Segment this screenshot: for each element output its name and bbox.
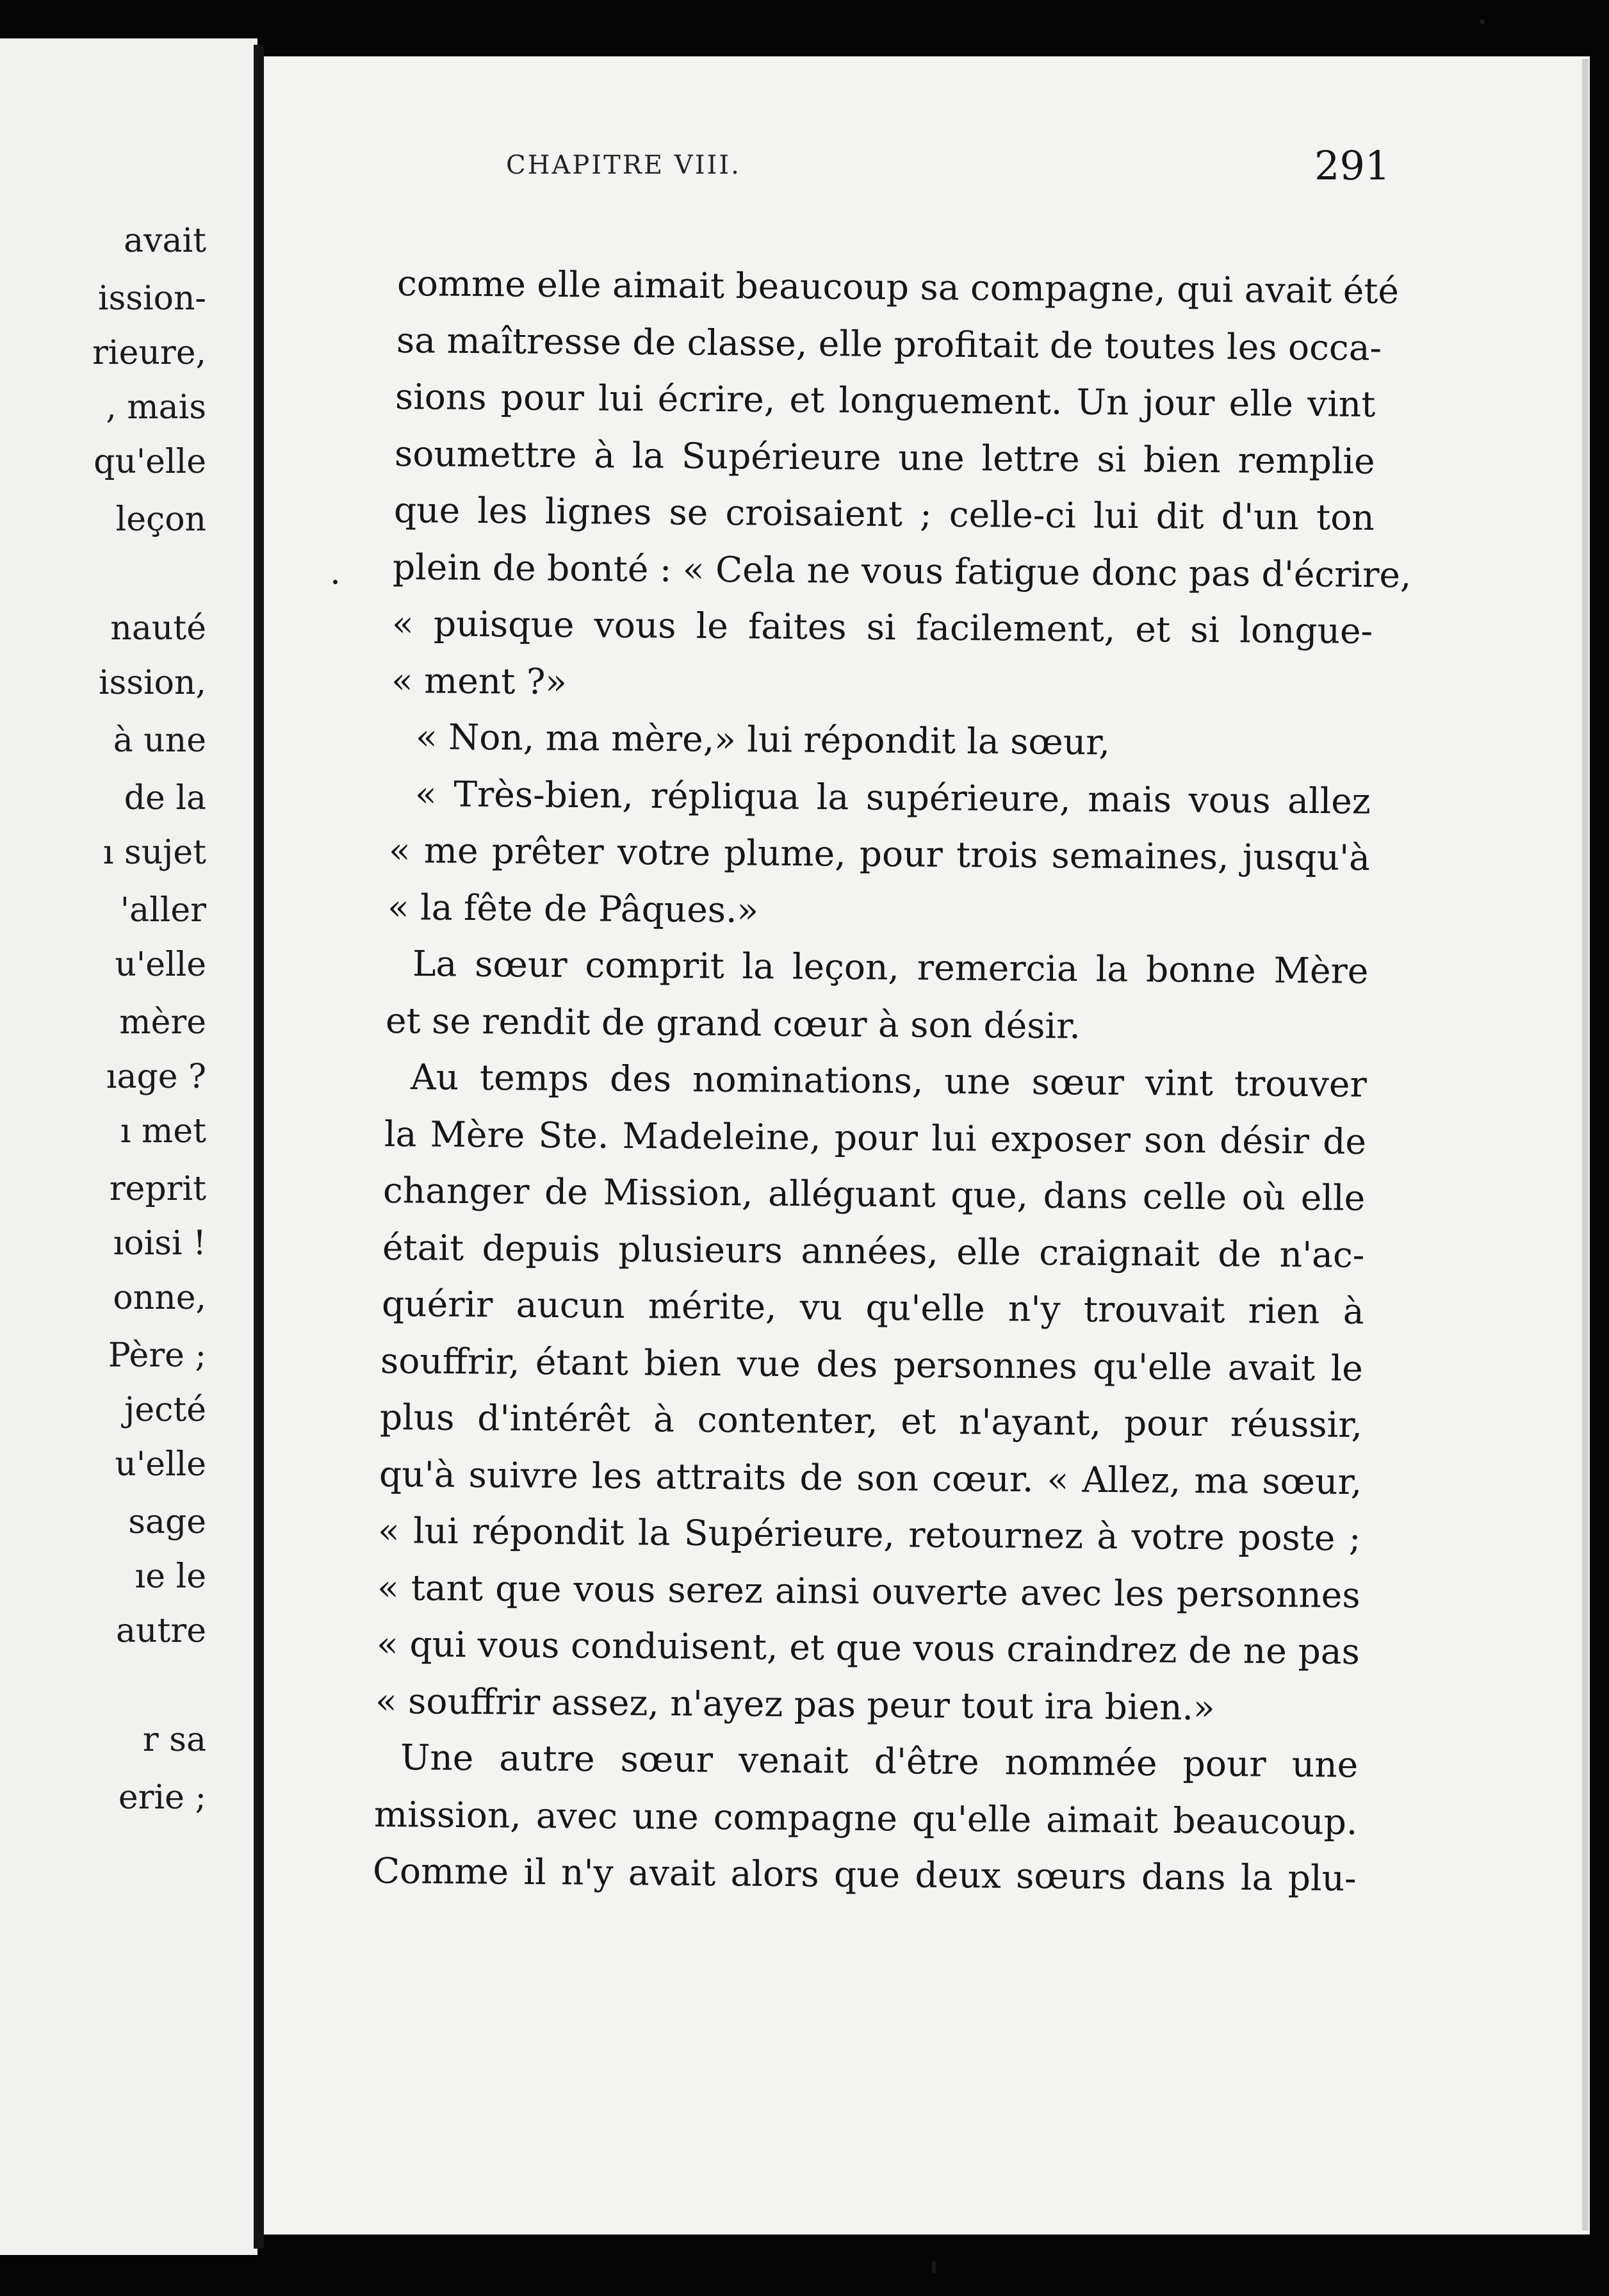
text-line: comme elle aimait beaucoup sa compagne, qui avait été — [396, 263, 1400, 312]
running-head: CHAPITRE VIII. — [506, 151, 741, 180]
text-line: qu'à suivre les attraits de son cœur. « Allez, ma sœur, — [379, 1453, 1362, 1502]
dust-speck — [932, 2261, 936, 2273]
left-page-line: ı sujet — [102, 833, 206, 872]
dust-speck — [1480, 19, 1485, 24]
left-page-line: erie ; — [118, 1778, 206, 1817]
text-line: que les lignes se croisaient ; celle-ci lui dit d'un ton — [393, 489, 1375, 539]
text-line: Au temps des nominations, une sœur vint trouver — [410, 1056, 1368, 1105]
left-page-line: leçon — [115, 500, 206, 539]
text-line: plus d'intérêt à contenter, et n'ayant, pour réussir, — [379, 1397, 1363, 1446]
text-line: « puisque vous le faites si facilement, et si longue- — [391, 603, 1373, 652]
left-page-line: ıe le — [135, 1557, 206, 1596]
text-line: changer de Mission, alléguant que, dans celle où elle — [383, 1170, 1366, 1219]
page-number: 291 — [1314, 142, 1391, 189]
text-line: soumettre à la Supérieure une lettre si bien remplie — [394, 432, 1375, 482]
text-line: « me prêter votre plume, pour trois semaines, jusqu'à — [388, 830, 1370, 879]
left-page-line: , mais — [106, 388, 206, 427]
text-line: plein de bonté : « Cela ne vous fatigue donc pas d'écrire, — [393, 546, 1412, 595]
left-page-line: à une — [113, 721, 206, 760]
text-line: « qui vous conduisent, et que vous craindrez de ne pas — [376, 1623, 1360, 1673]
left-page-line: de la — [124, 779, 206, 817]
text-line: « Non, ma mère,» lui répondit la sœur, — [415, 716, 1111, 763]
left-page-line: qu'elle — [94, 443, 206, 481]
text-line: sa maîtresse de classe, elle profitait de toutes les occa- — [396, 319, 1382, 368]
left-page-line: r sa — [142, 1721, 206, 1759]
left-page-line: onne, — [113, 1279, 206, 1317]
left-page-line: 'aller — [120, 891, 206, 930]
left-page-line: rieure, — [92, 334, 206, 372]
left-page-line: autre — [115, 1612, 206, 1650]
text-line: « lui répondit la Supérieure, retournez à votre poste ; — [378, 1510, 1361, 1559]
left-page-line: ıage ? — [106, 1058, 206, 1096]
left-page-line: nauté — [110, 609, 206, 648]
text-line: « ment ?» — [391, 659, 567, 702]
left-page-line: ission, — [99, 664, 206, 702]
left-page-line: mère — [119, 1003, 206, 1042]
text-line: quérir aucun mérite, vu qu'elle n'y trouvait rien à — [381, 1283, 1364, 1332]
text-line: « la fête de Pâques.» — [387, 886, 759, 931]
left-page-line: u'elle — [115, 1445, 206, 1484]
text-line: « tant que vous serez ainsi ouverte avec les personnes — [377, 1566, 1360, 1616]
left-page-line: avait — [124, 222, 206, 260]
left-page-line: ıoisi ! — [113, 1224, 206, 1263]
text-line: « Très-bien, répliqua la supérieure, mais vous allez — [414, 773, 1371, 822]
left-page-line: sage — [128, 1503, 206, 1541]
text-line: souffrir, étant bien vue des personnes qu'elle avait le — [380, 1340, 1364, 1389]
left-page-line: jecté — [124, 1391, 206, 1429]
text-line: la Mère Ste. Madeleine, pour lui exposer son désir de — [384, 1113, 1366, 1162]
dust-speck — [333, 580, 338, 584]
left-page-line: u'elle — [115, 946, 206, 984]
text-line: Une autre sœur venait d'être nommée pour une — [400, 1737, 1359, 1785]
left-page-line: ı met — [120, 1112, 206, 1151]
text-line: était depuis plusieurs années, elle craignait de n'ac- — [382, 1226, 1365, 1275]
text-line: et se rendit de grand cœur à son désir. — [386, 999, 1081, 1047]
text-line: sions pour lui écrire, et longuement. Un jour elle vint — [395, 376, 1376, 425]
text-line: mission, avec une compagne qu'elle aimait beaucoup. — [373, 1793, 1358, 1842]
left-page-line: reprit — [109, 1170, 206, 1208]
text-line: La sœur comprit la leçon, remercia la bonne Mère — [412, 943, 1369, 992]
left-page-line: Père ; — [108, 1336, 206, 1375]
text-line: Comme il n'y avait alors que deux sœurs dans la plu- — [372, 1850, 1357, 1899]
text-line: « souffrir assez, n'ayez pas peur tout ira bien.» — [375, 1680, 1216, 1728]
left-page-line: ission- — [98, 279, 206, 318]
